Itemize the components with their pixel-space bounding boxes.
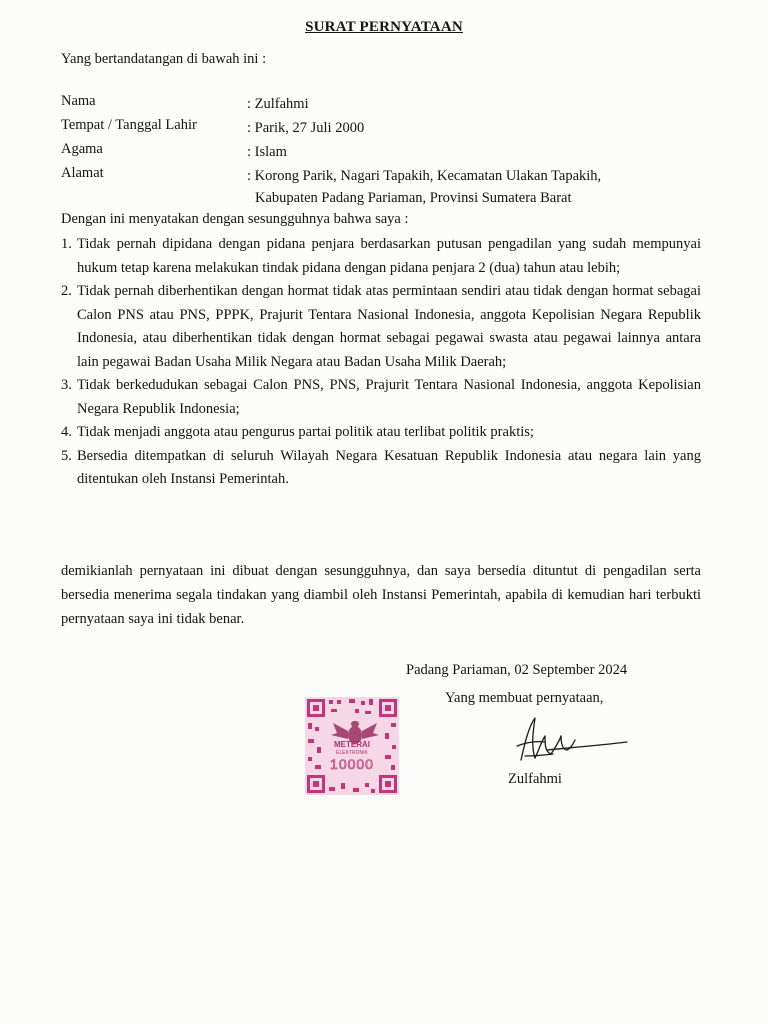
identity-label: Nama (61, 93, 96, 109)
meterai-value: 10000 (330, 756, 374, 772)
identity-value: : Korong Parik, Nagari Tapakih, Kecamatan Ulakan Tapakih, (247, 168, 602, 184)
document-title: SURAT PERNYATAAN (305, 19, 463, 35)
signature (505, 712, 635, 773)
list-item-text: Tidak menjadi anggota atau pengurus partai politik atau terlibat politik praktis; (77, 424, 534, 440)
statement-list (61, 233, 701, 492)
meterai-stamp (305, 697, 399, 795)
list-item (61, 233, 701, 280)
list-item-text: Tidak berkedudukan sebagai Calon PNS, PNS, Prajurit Tentara Nasional Indonesia, anggota Kepolisian Negara Republik Indonesia; (77, 377, 701, 417)
list-item (61, 280, 701, 374)
list-item (61, 421, 701, 445)
identity-label: Agama (61, 141, 103, 157)
list-item-text: Tidak pernah diberhentikan dengan hormat tidak atas permintaan sendiri atau tidak dengan hormat sebagai Calon PNS atau PNS, PPPK, Prajurit Tentara Nasional Indonesia, anggota Kepolisian Negara Republik Indonesia, atau diberhentikan tidak dengan hormat sebagai pegawai swasta atau pegawai lainnya antara lain pegawai Badan Usaha Milik Negara atau Badan Usaha Milik Daerah; (77, 283, 701, 370)
list-item (61, 374, 701, 421)
list-item-number: 4. (61, 424, 72, 440)
identity-value-continued: Kabupaten Padang Pariaman, Provinsi Sumatera Barat (255, 190, 572, 206)
identity-value: : Parik, 27 Juli 2000 (247, 120, 365, 136)
statement-intro: Dengan ini menyatakan dengan sesungguhnya bahwa saya : (61, 211, 409, 227)
meterai-sub-label: ELEKTRONIK (336, 750, 368, 756)
list-item-number: 3. (61, 377, 72, 393)
place-date: Padang Pariaman, 02 September 2024 (406, 662, 628, 678)
identity-label: Tempat / Tanggal Lahir (61, 117, 197, 133)
list-item-number: 5. (61, 447, 72, 464)
closing-paragraph: demikianlah pernyataan ini dibuat dengan sesungguhnya, dan saya bersedia dituntut di pengadilan serta bersedia menerima segala tindakan yang diambil oleh Instansi Pemerintah, apabila di kemudian hari terbukti pernyataan saya ini tidak benar. (61, 563, 701, 627)
signature-graphic (505, 712, 635, 768)
identity-label: Alamat (61, 165, 104, 181)
signer-name: Zulfahmi (508, 771, 562, 787)
meterai-label: METERAI (334, 740, 370, 749)
maker-label: Yang membuat pernyataan, (445, 690, 604, 706)
list-item-text: Tidak pernah dipidana dengan pidana penjara berdasarkan putusan pengadilan yang sudah mempunyai hukum tetap karena melakukan tindak pidana dengan pidana penjara 2 (dua) tahun atau lebih; (77, 236, 701, 276)
list-item-number: 2. (61, 283, 72, 299)
identity-value: : Zulfahmi (247, 96, 309, 112)
list-item-number: 1. (61, 236, 72, 252)
list-item (61, 445, 701, 492)
identity-value: : Islam (247, 144, 287, 160)
intro-text: Yang bertandatangan di bawah ini : (61, 51, 267, 67)
list-item-text: Bersedia ditempatkan di seluruh Wilayah Negara Kesatuan Republik Indonesia atau negara lain yang ditentukan oleh Instansi Pemerintah. (77, 447, 701, 487)
